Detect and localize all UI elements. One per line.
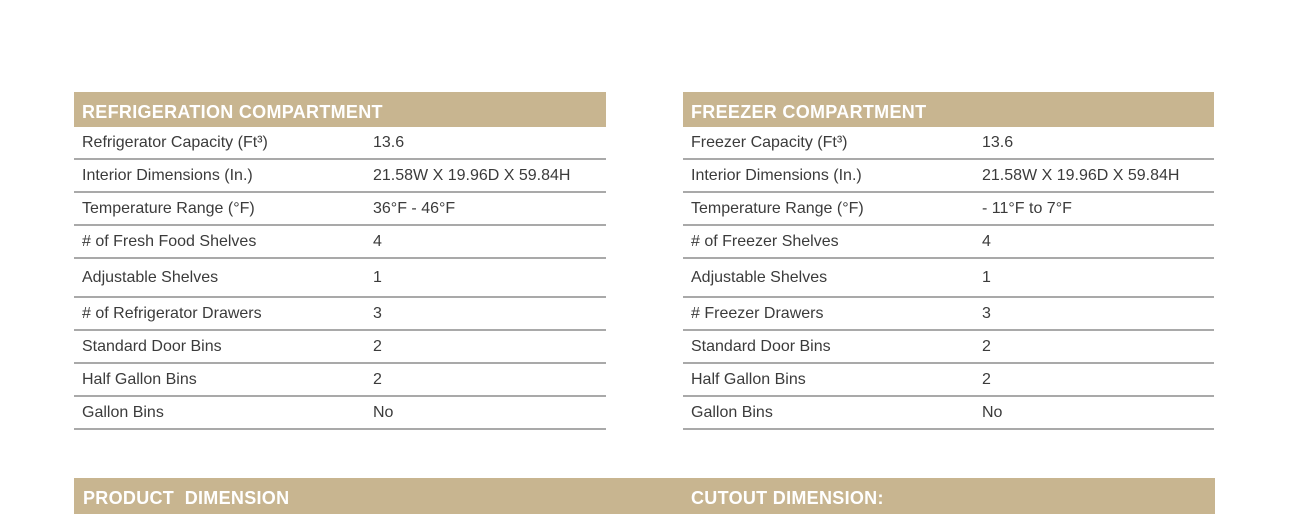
table-row <box>683 397 1214 430</box>
spec-label: Gallon Bins <box>691 403 773 421</box>
dimensions-header-bar <box>74 478 1215 514</box>
table-row <box>74 298 606 331</box>
spec-label: Gallon Bins <box>82 403 164 421</box>
table-row <box>74 259 606 298</box>
cutout-dimension-heading: CUTOUT DIMENSION: <box>691 488 884 508</box>
refrigeration-table-title: REFRIGERATION COMPARTMENT <box>74 92 606 127</box>
spec-value: 3 <box>373 304 382 322</box>
spec-label: # of Fresh Food Shelves <box>82 232 257 250</box>
table-row <box>74 331 606 364</box>
refrigeration-spec-table <box>74 92 606 430</box>
spec-value: No <box>982 403 1003 421</box>
spec-value: 21.58W X 19.96D X 59.84H <box>982 166 1180 184</box>
spec-value: 2 <box>982 370 991 388</box>
spec-label: Adjustable Shelves <box>691 268 828 286</box>
table-row <box>74 364 606 397</box>
spec-label: Interior Dimensions (In.) <box>82 166 253 184</box>
spec-label: # of Refrigerator Drawers <box>82 304 262 322</box>
spec-label: Temperature Range (°F) <box>82 199 255 217</box>
spec-label: Half Gallon Bins <box>82 370 197 388</box>
spec-value: No <box>373 403 394 421</box>
spec-label: Interior Dimensions (In.) <box>691 166 862 184</box>
table-row <box>74 127 606 160</box>
spec-value: 13.6 <box>373 133 405 151</box>
table-row <box>683 160 1214 193</box>
spec-label: Adjustable Shelves <box>82 268 219 286</box>
spec-label: Freezer Capacity (Ft³) <box>691 133 848 151</box>
spec-value: 3 <box>982 304 991 322</box>
table-row <box>683 259 1214 298</box>
spec-label: Temperature Range (°F) <box>691 199 864 217</box>
spec-value: 1 <box>373 268 382 286</box>
table-row <box>74 160 606 193</box>
spec-value: 4 <box>982 232 991 250</box>
table-row <box>683 127 1214 160</box>
spec-label: Standard Door Bins <box>82 337 222 355</box>
spec-label: # Freezer Drawers <box>691 304 824 322</box>
spec-label: # of Freezer Shelves <box>691 232 839 250</box>
spec-value: - 11°F to 7°F <box>982 199 1072 217</box>
table-row <box>683 331 1214 364</box>
spec-label: Standard Door Bins <box>691 337 831 355</box>
spec-label: Refrigerator Capacity (Ft³) <box>82 133 268 151</box>
spec-value: 2 <box>373 337 382 355</box>
spec-value: 4 <box>373 232 382 250</box>
table-row <box>74 226 606 259</box>
spec-value: 2 <box>373 370 382 388</box>
spec-value: 13.6 <box>982 133 1014 151</box>
spec-value: 1 <box>982 268 991 286</box>
table-row <box>683 226 1214 259</box>
freezer-table-title: FREEZER COMPARTMENT <box>683 92 1214 127</box>
table-row <box>683 298 1214 331</box>
freezer-spec-table <box>683 92 1214 430</box>
product-dimension-heading: PRODUCT DIMENSION <box>83 488 290 508</box>
spec-value: 21.58W X 19.96D X 59.84H <box>373 166 571 184</box>
table-row <box>74 397 606 430</box>
table-row <box>74 193 606 226</box>
spec-value: 36°F - 46°F <box>373 199 456 217</box>
spec-label: Half Gallon Bins <box>691 370 806 388</box>
table-row <box>683 364 1214 397</box>
table-row <box>683 193 1214 226</box>
spec-value: 2 <box>982 337 991 355</box>
